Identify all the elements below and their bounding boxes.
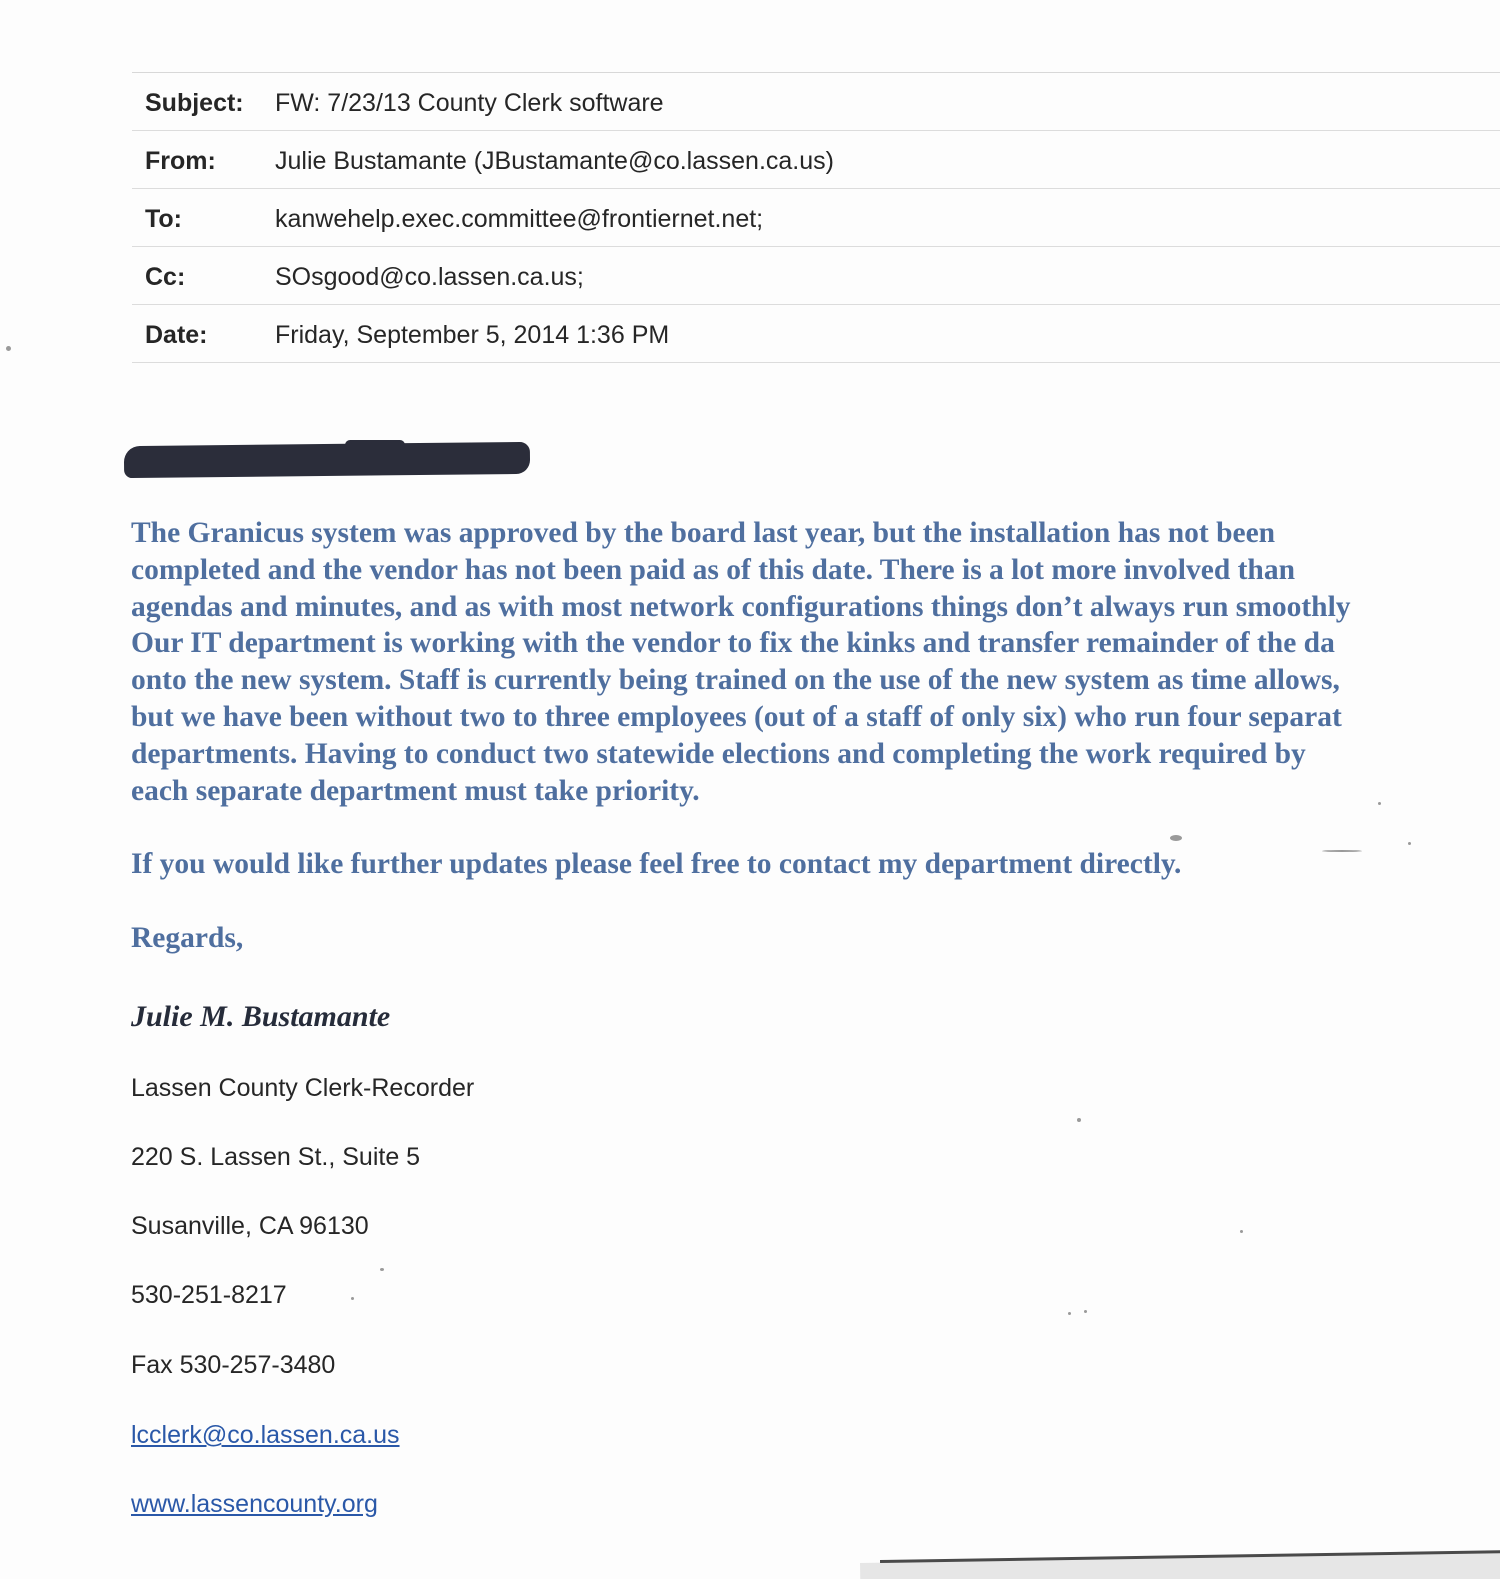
date-label: Date: bbox=[145, 321, 208, 349]
scan-speck bbox=[351, 1297, 354, 1300]
signature-name: Julie M. Bustamante bbox=[131, 1000, 391, 1033]
signature-phone: 530-251-8217 bbox=[131, 1281, 287, 1309]
body-line: The Granicus system was approved by the board last year, but the installation has not been bbox=[131, 517, 1276, 549]
to-label: To: bbox=[145, 205, 183, 233]
cc-value: SOsgood@co.lassen.ca.us; bbox=[275, 263, 584, 291]
header-row-to bbox=[132, 189, 1500, 247]
followup-sentence: If you would like further updates please feel free to contact my department directly. bbox=[131, 848, 1182, 880]
header-row-from bbox=[132, 131, 1500, 189]
scan-speck bbox=[1408, 842, 1411, 845]
signature-title: Lassen County Clerk-Recorder bbox=[131, 1074, 475, 1102]
scan-speck bbox=[1378, 802, 1381, 805]
body-line: onto the new system. Staff is currently being trained on the use of the new system as time allows, bbox=[131, 664, 1340, 697]
body-line: completed and the vendor has not been paid as of this date. There is a lot more involved than bbox=[131, 553, 1295, 586]
redaction-mark bbox=[124, 442, 530, 478]
signature-email-link[interactable]: lcclerk@co.lassen.ca.us bbox=[131, 1421, 400, 1449]
scan-speck bbox=[6, 346, 11, 351]
scan-speck bbox=[1322, 850, 1362, 852]
signature-fax: Fax 530-257-3480 bbox=[131, 1351, 336, 1379]
closing-regards: Regards, bbox=[131, 922, 244, 954]
scan-speck bbox=[380, 1268, 384, 1271]
from-label: From: bbox=[145, 147, 216, 175]
signature-address: 220 S. Lassen St., Suite 5 bbox=[131, 1143, 421, 1171]
header-row-subject bbox=[132, 73, 1500, 131]
body-line: departments. Having to conduct two statewide elections and completing the work required by bbox=[131, 737, 1306, 770]
body-line: agendas and minutes, and as with most network configurations things don’t always run smoothly bbox=[131, 590, 1351, 623]
signature-website-link[interactable]: www.lassencounty.org bbox=[131, 1490, 378, 1518]
subject-value: FW: 7/23/13 County Clerk software bbox=[275, 89, 664, 117]
signature-city: Susanville, CA 96130 bbox=[131, 1212, 369, 1240]
header-row-cc bbox=[132, 247, 1500, 305]
scan-speck bbox=[1077, 1118, 1081, 1122]
body-line: each separate department must take priority. bbox=[131, 774, 700, 807]
email-header-table bbox=[132, 72, 1500, 363]
body-paragraph bbox=[131, 515, 1500, 809]
scan-speck bbox=[1084, 1310, 1087, 1313]
cc-label: Cc: bbox=[145, 263, 186, 291]
subject-label: Subject: bbox=[145, 89, 244, 117]
scan-speck bbox=[1240, 1230, 1243, 1233]
scan-speck bbox=[1068, 1312, 1071, 1315]
scan-speck bbox=[1170, 835, 1182, 841]
from-value: Julie Bustamante (JBustamante@co.lassen.ca.us) bbox=[275, 147, 834, 175]
redaction-mark-edge bbox=[345, 440, 405, 450]
date-value: Friday, September 5, 2014 1:36 PM bbox=[275, 321, 670, 349]
body-line: but we have been without two to three employees (out of a staff of only six) who run four separat bbox=[131, 700, 1342, 733]
header-row-date bbox=[132, 305, 1500, 363]
body-line: Our IT department is working with the vendor to fix the kinks and transfer remainder of the da bbox=[131, 627, 1335, 660]
to-value: kanwehelp.exec.committee@frontiernet.net; bbox=[275, 205, 764, 233]
